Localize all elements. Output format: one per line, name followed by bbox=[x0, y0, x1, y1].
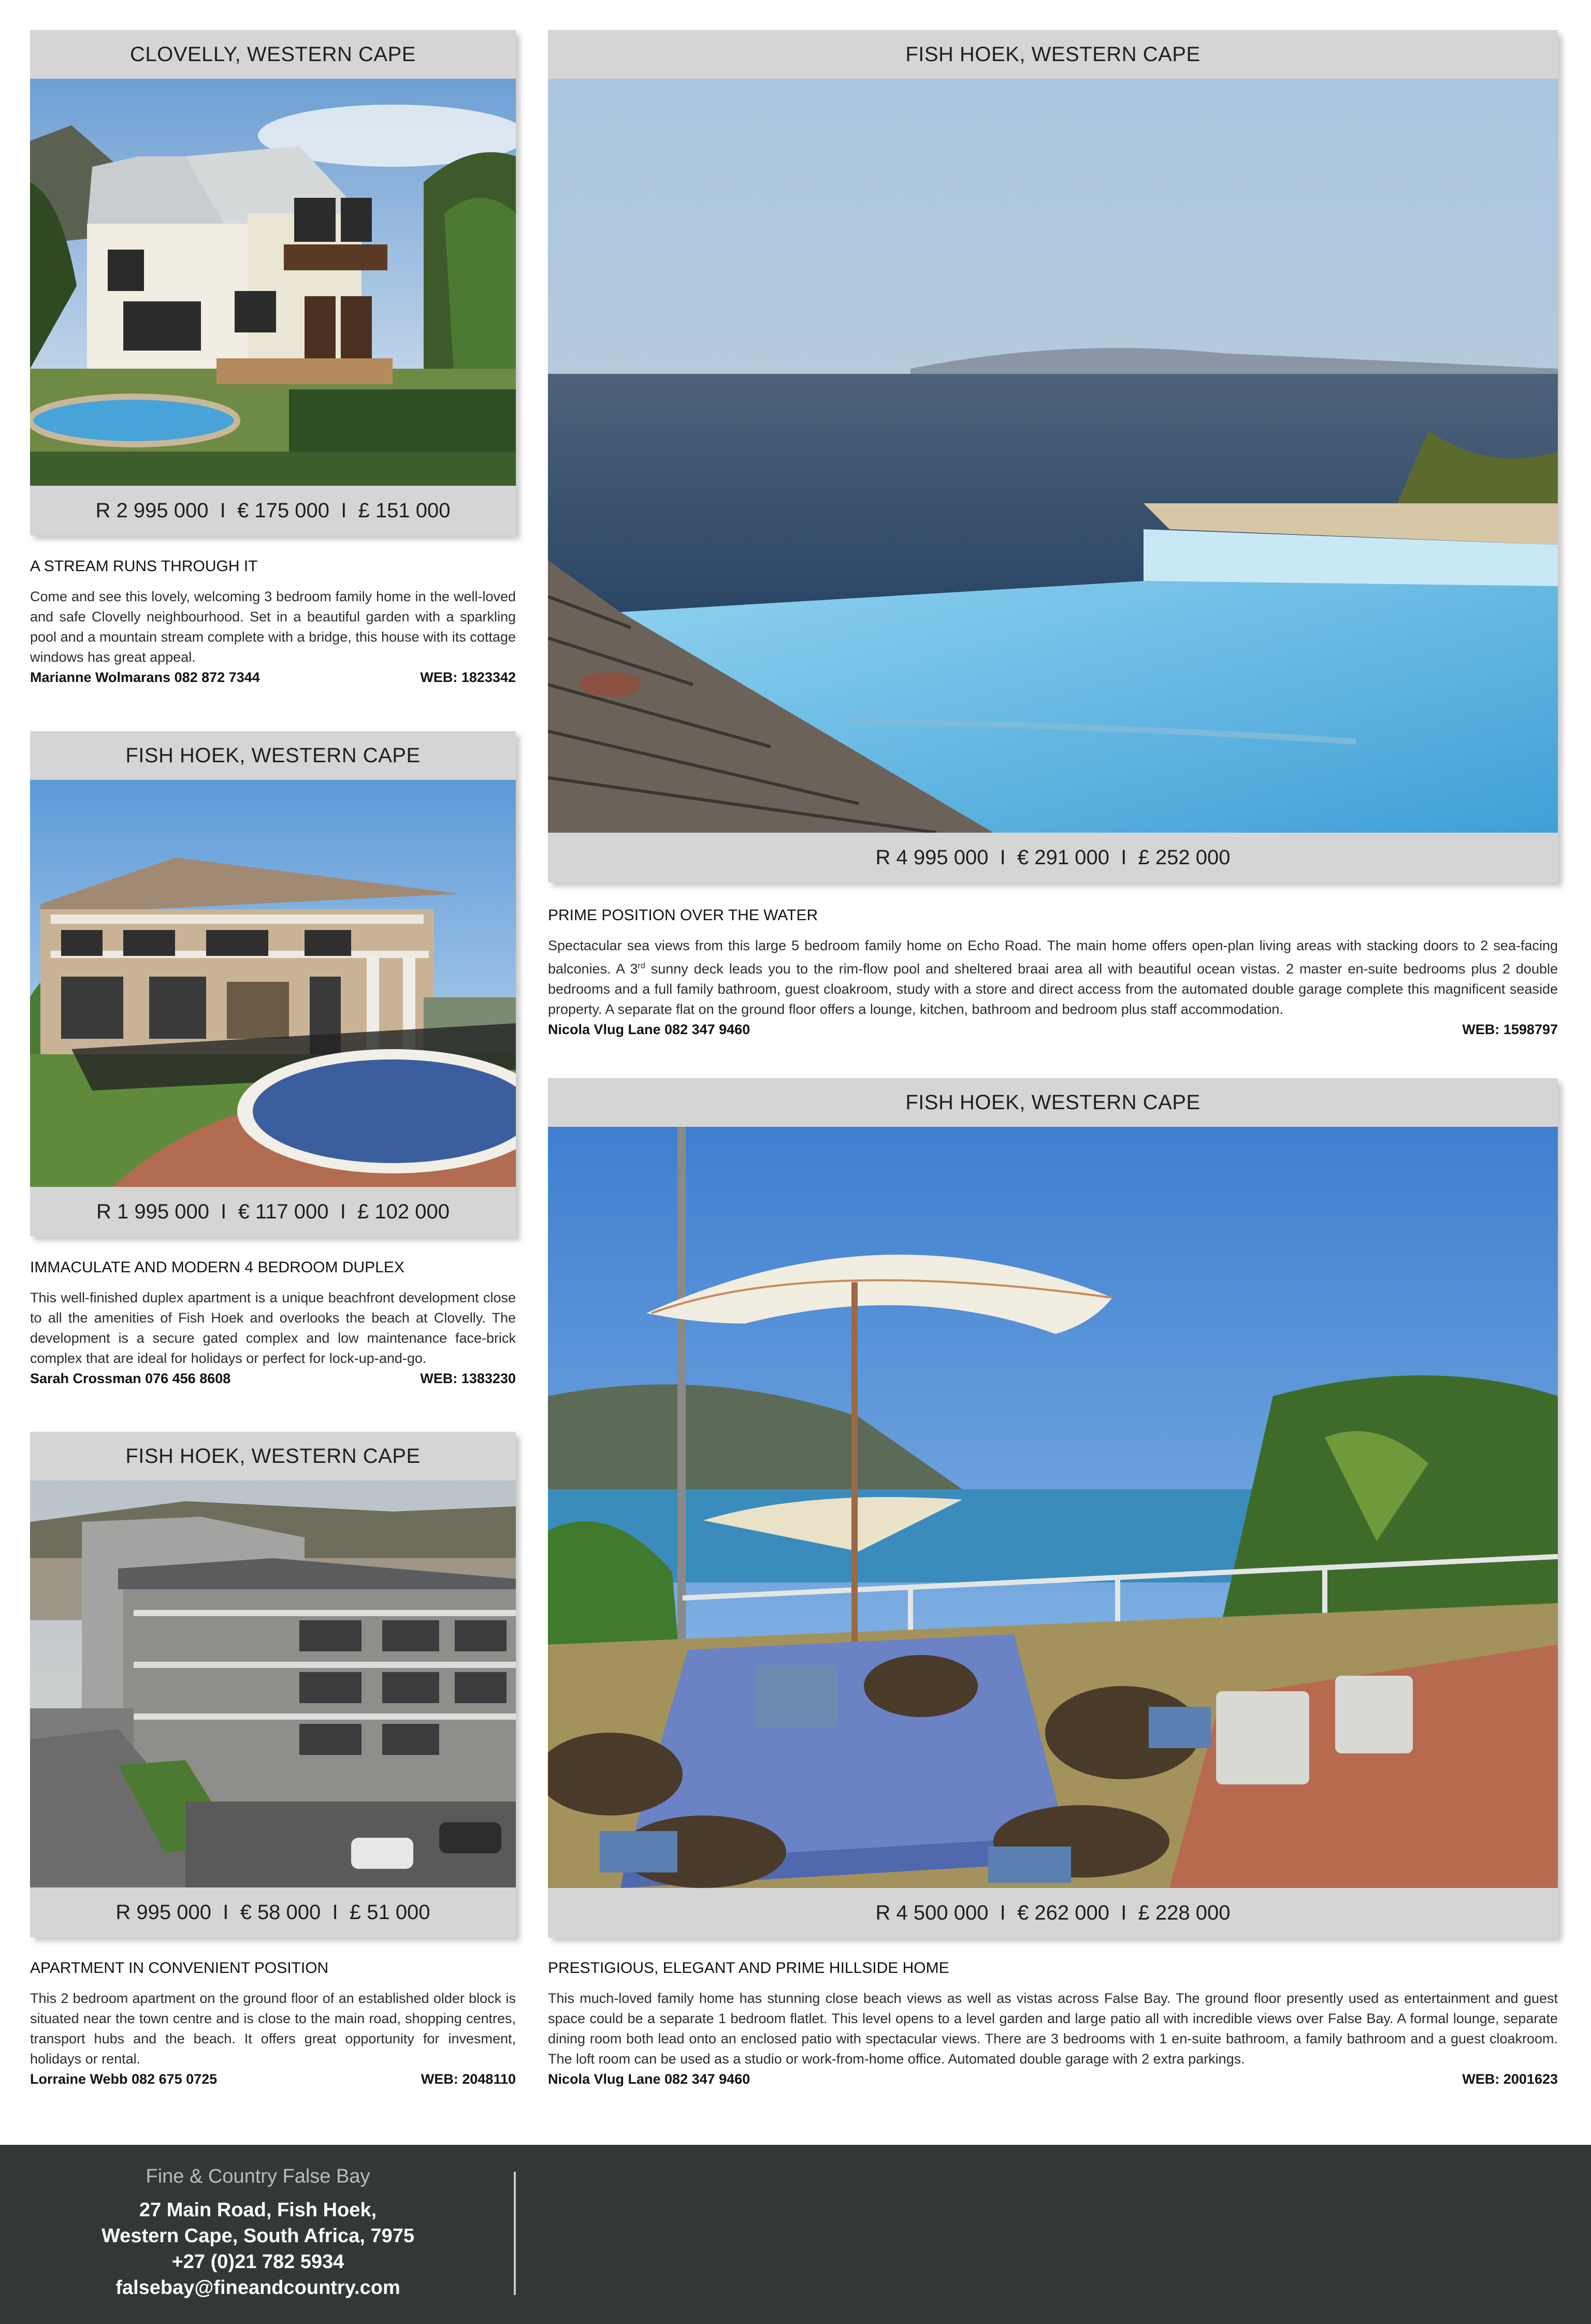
listing-contact bbox=[30, 667, 516, 688]
card-location: FISH HOEK, WESTERN CAPE bbox=[30, 1432, 516, 1480]
listing-title: PRIME POSITION OVER THE WATER bbox=[548, 907, 818, 924]
web-reference: WEB: 1383230 bbox=[420, 1371, 516, 1386]
listing-description: Come and see this lovely, welcoming 3 bedroom family home in the well-loved and safe Clovelly neighbourhood. Set in a beautiful garden with a sparkling pool and a mountain stream complete with a bridge, this house with its cottage windows has great appeal. bbox=[30, 589, 516, 665]
listing-title: PRESTIGIOUS, ELEGANT AND PRIME HILLSIDE HOME bbox=[548, 1959, 949, 1977]
listing-card-echo-road bbox=[548, 30, 1558, 882]
listing-description: This 2 bedroom apartment on the ground floor of an established older block is situated near the town centre and is close to the main road, shopping centres, transport hubs and the beach. It offers great opportunity for invesment, holidays or rental. bbox=[30, 1991, 516, 2067]
card-price: R 995 000 I € 58 000 I £ 51 000 bbox=[30, 1887, 516, 1937]
office-address-line-2: Western Cape, South Africa, 7975 bbox=[102, 2225, 414, 2247]
card-price: R 4 500 000 I € 262 000 I £ 228 000 bbox=[548, 1888, 1558, 1938]
office-phone[interactable]: +27 (0)21 782 5934 bbox=[171, 2251, 344, 2273]
listing-description: This well-finished duplex apartment is a unique beachfront development close to all the amenities of Fish Hoek and overlooks the beach at Clovelly. The development is a secure gated complex and low maintenance face-brick complex that are ideal for holidays or perfect for lock-up-and-go. bbox=[30, 1290, 516, 1366]
office-footer bbox=[0, 2145, 1591, 2324]
office-contact-block bbox=[0, 2166, 516, 2301]
listing-title: IMMACULATE AND MODERN 4 BEDROOM DUPLEX bbox=[30, 1259, 404, 1276]
listing-contact bbox=[30, 2069, 516, 2089]
listing-card-clovelly bbox=[30, 30, 516, 535]
agent-contact: Lorraine Webb 082 675 0725 bbox=[30, 2071, 218, 2087]
property-photo-duplex bbox=[30, 780, 516, 1187]
listing-text-apartment bbox=[30, 1959, 516, 2089]
listing-card-duplex bbox=[30, 731, 516, 1237]
property-photo-pool bbox=[548, 79, 1558, 833]
listing-contact bbox=[548, 2069, 1558, 2089]
agent-contact: Nicola Vlug Lane 082 347 9460 bbox=[548, 2071, 750, 2087]
office-brand: Fine & Country False Bay bbox=[146, 2166, 370, 2187]
footer-divider bbox=[514, 2172, 516, 2295]
web-reference: WEB: 2048110 bbox=[421, 2071, 516, 2087]
card-price: R 1 995 000 I € 117 000 I £ 102 000 bbox=[30, 1187, 516, 1237]
listing-text-hillside bbox=[548, 1959, 1558, 2089]
listing-title: APARTMENT IN CONVENIENT POSITION bbox=[30, 1959, 329, 1977]
card-price: R 2 995 000 I € 175 000 I £ 151 000 bbox=[30, 486, 516, 535]
listing-description: This much-loved family home has stunning close beach views as well as vistas across False Bay. The ground floor presently used as entertainment and guest space could be a separate 1 bedroom flatlet. This level opens to a level garden and large patio all with incredible views over False Bay. A formal lounge, separate dining room both lead onto an enclosed patio with spectacular views. There are 3 bedrooms with 1 en-suite bathroom, a family bathroom and a guest cloakroom. The loft room can be used as a studio or work-from-home office. Automated double garage with 2 extra parkings. bbox=[548, 1991, 1558, 2067]
agent-contact: Sarah Crossman 076 456 8608 bbox=[30, 1371, 231, 1386]
office-address-line-1: 27 Main Road, Fish Hoek, bbox=[139, 2199, 377, 2221]
listing-contact bbox=[30, 1369, 516, 1389]
property-photo-clovelly bbox=[30, 79, 516, 486]
listing-card-hillside bbox=[548, 1078, 1558, 1938]
listing-text-duplex bbox=[30, 1259, 516, 1389]
card-location: CLOVELLY, WESTERN CAPE bbox=[30, 30, 516, 79]
listing-text-clovelly bbox=[30, 558, 516, 688]
listing-card-apartment bbox=[30, 1432, 516, 1937]
listing-contact bbox=[548, 1020, 1558, 1040]
web-reference: WEB: 1823342 bbox=[420, 670, 516, 685]
listing-description: Spectacular sea views from this large 5 bedroom family home on Echo Road. The main home offers open-plan living areas with stacking doors to 2 sea-facing balconies. A 3rd sunny deck leads you to the rim-flow pool and sheltered braai area all with beautiful ocean vistas. 2 master en-suite bedrooms plus 2 double bedrooms and a full family bathroom, guest cloakroom, study with a store and direct access from the automated double garage complete this magnificent seaside property. A separate flat on the ground floor offers a lounge, kitchen, bathroom and bedroom plus staff accommodation. bbox=[548, 938, 1558, 1017]
property-photo-patio bbox=[548, 1127, 1558, 1888]
card-location: FISH HOEK, WESTERN CAPE bbox=[548, 1078, 1558, 1127]
listing-title: A STREAM RUNS THROUGH IT bbox=[30, 558, 258, 575]
property-photo-apartment bbox=[30, 1480, 516, 1887]
card-price: R 4 995 000 I € 291 000 I £ 252 000 bbox=[548, 833, 1558, 882]
web-reference: WEB: 1598797 bbox=[1462, 1022, 1558, 1037]
office-email[interactable]: falsebay@fineandcountry.com bbox=[115, 2277, 400, 2299]
card-location: FISH HOEK, WESTERN CAPE bbox=[30, 731, 516, 780]
listing-text-echo-road bbox=[548, 907, 1558, 1040]
card-location: FISH HOEK, WESTERN CAPE bbox=[548, 30, 1558, 79]
agent-contact: Marianne Wolmarans 082 872 7344 bbox=[30, 670, 260, 685]
agent-contact: Nicola Vlug Lane 082 347 9460 bbox=[548, 1022, 750, 1037]
web-reference: WEB: 2001623 bbox=[1462, 2071, 1558, 2087]
